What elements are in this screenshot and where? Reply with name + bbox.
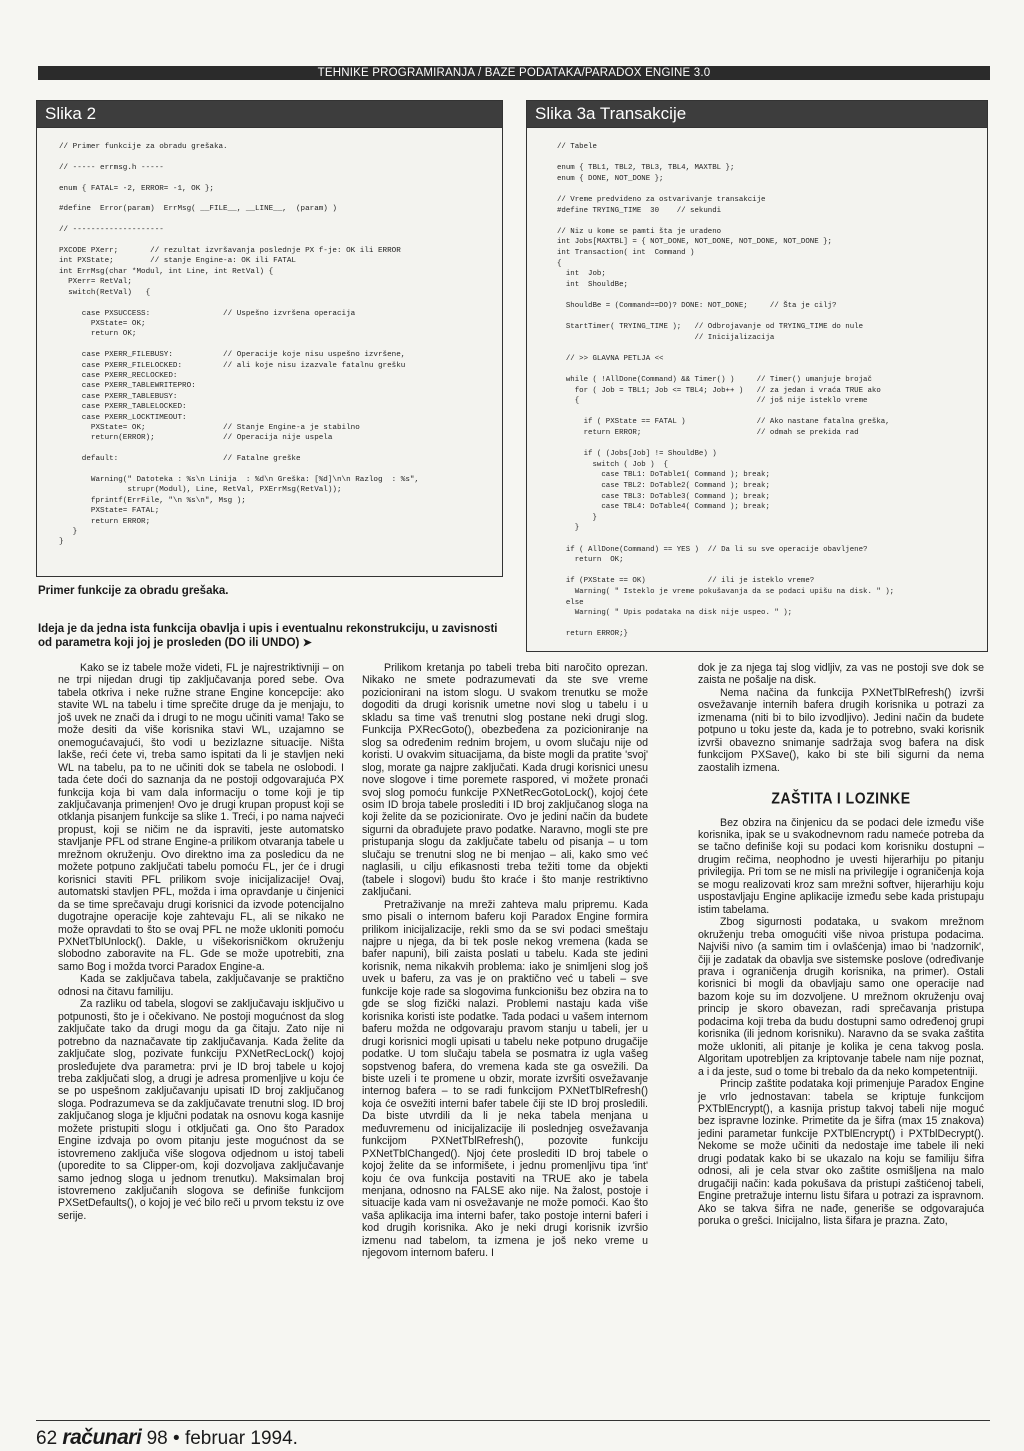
paragraph: Princip zaštite podataka koji primenjuje Paradox Engine je vrlo jednostavan: tabela se kriptuje funkcijom PXTblEncrypt(), a kasnija pristup takvoj tabeli nije moguć bez ispravne lozinke. Primetite da je šifra (max 15 znakova) jedini parametar funkcije PXTblEncrypt() i PXTblDecrypt(). Nekome se može učiniti da nedostaje ime tabele ili neki drugi podatak kako bi se ukazalo na koju se familiju šifra odnosi, ali je cela stvar oko zaštite osmišljena na malo drugačiji način: kada pokušava da pristupi zaštićenoj tabeli, Engine pretražuje internu listu šifara u potrazi za ispravnom. Ako se takva šifra ne nađe, generiše se odgovarajuća poruka o grešci. Inicijalno, lista šifara je prazna. Zato, (698, 1078, 984, 1228)
page-footer (36, 1426, 298, 1450)
figure-2-caption: Primer funkcije za obradu grešaka. (38, 585, 229, 597)
footer-rule (36, 1420, 990, 1421)
magazine-logo: računari (62, 1426, 142, 1449)
page-number: 62 (36, 1428, 58, 1449)
paragraph: Za razliku od tabela, slogovi se zaključavaju isključivo u potpunosti, što je i očekivano. Ne postoji mogućnost da slog zaključate tako da drugi mogu da ga čitaju. Zato nije ni potrebno da naznačavate tip zaključavanja. Kada želite da zaključate slog, pozivate funkciju PXNetRecLock() kojoj prosleđujete dva parametra: prvi je ID broj tabele u kojoj treba zaključati slog, a drugi je adresa promenljive u koju će se po uspešnom zaključavanju upisati ID broj zaključanog sloga. Podrazumeva se da zaključavate trenutni slog. ID broj zaključanog sloga je ključni podatak na osnovu koga kasnije možete pristupiti slogu i otključati ga. Ono što Paradox Engine izdvaja po ovom pitanju jeste mogućnost da se istovremeno zaključa više slogova odjednom u istoj tabeli (uporedite to sa Clipper-om, koji dozvoljava zaključavanje samo jednog sloga u jednom trenutku). Maksimalan broj istovremeno zaključanih slogova se definiše funkcijom PXSetDefaults(), o kojoj je već bilo reči u prvom tekstu iz ove serije. (58, 998, 344, 1222)
paragraph: dok je za njega taj slog vidljiv, za vas ne postoji sve dok se zaista ne pošalje na disk. (698, 662, 984, 687)
section-heading: ZAŠTITA I LOZINKE (771, 788, 911, 808)
figure-3a-title: Slika 3a Transakcije (527, 101, 987, 128)
section-header-title: TEHNIKE PROGRAMIRANJA / BAZE PODATAKA/PARADOX ENGINE 3.0 (317, 67, 711, 79)
section-header-bar (38, 66, 990, 80)
paragraph: Nema načina da funkcija PXNetTblRefresh() izvrši osvežavanje internih bafera drugih korisnika u potrazi za izmenama (niti bi to bilo izvodljivo). Jedini način da budete potpuno u toku jeste da, kada je to potrebno, svaki korisnik izvrši obavezno snimanje sadržaja svog bafera na disk funkcijom PXSave(), kako bi ste bili sigurni da nema zaostalih izmena. (698, 686, 984, 774)
figure-2-code: // Primer funkcije za obradu grešaka. // ----- errmsg.h ----- enum { FATAL= -2, ERROR= -1, OK }; #define Error(param) ErrMsg( __FILE__, __LINE__, (param) ) // -------------------- PXCODE PXerr; // rezultat izvršavanja poslednje PX f-je: OK ili ERROR int PXState; // stanje Engine-a: OK ili FATAL int ErrMsg(char *Modul, int Line, int RetVal) { PXerr= RetVal; switch(RetVal) { case PXSUCCESS: // Uspešno izvršena operacija PXState= OK; return OK; case PXERR_FILEBUSY: // Operacije koje nisu uspešno izvršene, case PXERR_FILELOCKED: // ali koje nisu izazvale fatalnu grešku case PXERR_RECLOCKED: case PXERR_TABLEWRITEPRO: case PXERR_TABLEBUSY: case PXERR_TABLELOCKED: case PXERR_LOCKTIMEOUT: PXState= OK; // Stanje Engine-a je stabilno return(ERROR); // Operacija nije uspela default: // Fatalne greške Warning(" Datoteka : %s\n Linija : %d\n Greška: [%d]\n\n Razlog : %s", strupr(Modul), Line, RetVal, PXErrMsg(RetVal)); fprintf(ErrFile, "\n %s\n", Msg ); PXState= FATAL; return ERROR; } } (59, 143, 420, 547)
paragraph: Bez obzira na činjenicu da se podaci dele između više korisnika, ipak se u svakodnevnom radu nameće potreba da se tačno definiše koji su podaci kom korisniku dostupni – drugim rečima, neophodno je uvesti hijerarhiju po pitanju privilegija. Pri tom se ne misli na privilegije i ograničenja koja se mogu realizovati kroz sam mrežni softver, hijerarhiju koju uspostavljaju Engine aplikacije između sebe kada pristupaju istim tabelama. (698, 816, 984, 916)
figure-2-box (36, 100, 503, 577)
figure-2-title: Slika 2 (37, 101, 502, 128)
paragraph: Kako se iz tabele može videti, FL je najrestriktivniji – on ne trpi nijedan drugi tip zaključavanja pored sebe. Ova tabela otkriva i neke ružne strane Engine koncepcije: ako stavite WL na tabelu i time sprečite druge da je menjaju, to još uvek ne znači da i drugi to ne mogu učiniti vama! Tako se može desiti da više korisnika stavi WL, uzajamno se onemogućavajući, što vodi u bezizlazne situacije. Ništa lakše, reći ćete vi, treba samo ispitati da li je stavljen neki WL na tabelu, pa to ne učiniti dok se tabela ne oslobodi. I tada ćete doći do saznanja da ne postoji odgovarajuća PX funkcija koja bi vam dala informaciju o tome koji je tip zaključavanja primenjen! Ovo je drugi krupan propust koji se otklanja pisanjem funkcije sa slike 1. Treći, i po nama najveći propust, koji se ničim ne da ispraviti, jeste automatsko stavljanje PFL od strane Engine-a prilikom otvaranja tabele u mrežnom okruženju. Ovo direktno ima za posledicu da ne možete potpuno zaključati tabelu pomoću FL, jer će i drugi korisnici staviti PFL prilikom svoje inicijalizacije! Ovaj, automatski stavljen PFL, možda i ima opravdanje u činjenici da se time sprečavaju drugi korisnici da izvode potencijalno dugotrajne operacije koje zahtevaju FL, ali se nikako ne može opravdati to što se ovaj PFL ne može ukloniti pomoću PXNetTblUnlock(). Dakle, u višekorisničkom okruženju slobodno zaboravite na FL. Gde se može upotrebiti, zna samo Bog i možda tvorci Paradox Engine-a. (58, 662, 344, 973)
article-column-3 (698, 662, 984, 1227)
arrow-right-icon: ➤ (302, 637, 312, 649)
issue-number: 98 (146, 1428, 168, 1449)
footer-bullet: • (173, 1428, 180, 1449)
figure-3a-caption-text: Ideja je da jedna ista funkcija obavlja i upis i eventualnu rekonstrukciju, u zavisnosti od parametra koji joj je prosleden (DO ili UNDO) (38, 623, 498, 649)
paragraph: Prilikom kretanja po tabeli treba biti naročito oprezan. Nikako ne smete podrazumevati da ste sve vreme pozicionirani na istom slogu. U svakom trenutku se može dogoditi da drugi korisnik umetne novi slog u tabelu i u skladu sa time vaš trenutni slog postane neki drugi slog. Funkcija PXRecGoto(), obezbeđena za pozicioniranje na slog sa određenim rednim brojem, u ovom slučaju nije od koristi. U ovakvim situacijama, da biste mogli da pratite 'svoj' slog, morate ga najpre zaključati. Kada drugi korisnici unesu nove slogove i time poremete raspored, vi možete pronaći svoj slog pomoću funkcije PXNetRecGotoLock(), kojoj ćete osim ID broja tabele proslediti i ID broj zaključanog sloga na koji želite da se pozicionirate. Ovo je jedini način da budete sigurni da obrađujete pravo podatke. Naravno, mogli ste pre pristupanja slogu da zaključate tabelu od pisanja – u tom slučaju se trenutni slog ne bi menjao – ali, kako smo već naglasili, u cilju efikasnosti treba težiti tome da objekti (tabele i slogovi) budu što kraće i što manje restriktivno zaključani. (362, 662, 648, 899)
paragraph: Kada se zaključava tabela, zaključavanje se praktično odnosi na čitavu familiju. (58, 973, 344, 998)
figure-3a-box (526, 100, 988, 652)
article-body (58, 662, 990, 1362)
issue-date: februar 1994. (184, 1428, 298, 1449)
article-column-2 (362, 662, 648, 1260)
paragraph: Pretraživanje na mreži zahteva malu pripremu. Kada smo pisali o internom baferu koji Paradox Engine formira prilikom inicijalizacije, rekli smo da se svi podaci smeštaju najpre u njega, da bi tek posle nekog vremena (kada se bafer napuni), bili zaista poslati u tabelu. Kada ste jedini korisnik, nema nikakvih problema: iako je snimljeni slog još uvek u baferu, za vas je on praktično već u tabeli – sve funkcije koje rade sa slogovima funkcionišu bez obzira na to gde se slog fizički nalazi. Problemi nastaju kada više korisnika koristi iste podatke. Tada podaci u vašem internom baferu možda ne odgovaraju pravom stanju u tabeli, jer u drugi korisnici mogli upisati u tabelu neke potpuno drugačije podatke. U tom slučaju tabela se posmatra iz ugla vašeg sopstvenog bafera, do vremena kada ste ga osvežili. Da biste uzeli i te promene u obzir, morate izvršiti osvežavanje internog bafera – to se radi funkcijom PXNetTblRefresh() koja će osvežiti interni bafer tabele čiji ste ID broj prosledili. Da biste utvrdili da li je neka tabela menjana u međuvremenu od inicijalizacije ili poslednjeg osvežavanja funkcijom PXNetTblRefresh(), pozovite funkciju PXNetTblChanged(). Njoj ćete proslediti ID broj tabele o kojoj želite da se informišete, i jednu promenljivu tipa 'int' koju će ova funkcija postaviti na TRUE ako je tabela menjana, odnosno na FALSE ako nije. Na žalost, postoje i situacije kada vam ni osvežavanje ne može pomoći. Kao što vaša aplikacija ima interni bafer, tako postoje interni baferi i kod drugih korisnika. Ako je neki drugi korisnik izvršio izmenu nad tabelom, ta izmena je još neko vreme u njegovom internom baferu. I (362, 898, 648, 1260)
article-column-1 (58, 662, 344, 1222)
paragraph: Zbog sigurnosti podataka, u svakom mrežnom okruženju treba omogućiti više nivoa pristupa podacima. Najviši nivo (a samim tim i ovlašćenja) imao bi 'nadzornik', čiji je zadatak da obavlja sve sistemske poslove (određivanje prava i ograničenja drugih korisnika, na primer). Ostali korisnici bi mogli da obavljaju samo one operacije nad bazom koje su im dozvoljene. U mrežnom okruženju ovaj princip je skoro obavezan, radi sprečavanja pristupa podacima koji treba da budu dostupni samo određenoj grupi korisnika (ili jednom korisniku). Naravno da se svaka zaštita može ukloniti, ali pitanje je kolika je cena takvog posla. Algoritam upotrebljen za kriptovanje tabele nam nije poznat, a i da jeste, sud o tome bi trebalo da da neko kompetentniji. (698, 916, 984, 1078)
figure-3a-code: // Tabele enum { TBL1, TBL2, TBL3, TBL4, MAXTBL }; enum { DONE, NOT_DONE }; // Vreme predvideno za ostvarivanje transakcije #define TRYING_TIME 30 // sekundi // Niz u kome se pamti šta je uradeno int Jobs[MAXTBL] = { NOT_DONE, NOT_DONE, NOT_DONE, NOT_DONE }; int Transaction( int Command ) { int Job; int ShouldBe; ShouldBe = (Command==DO)? DONE: NOT_DONE; // Šta je cilj? StartTimer( TRYING_TIME ); // Odbrojavanje od TRYING_TIME do nule // Inicijalizacija // >> GLAVNA PETLJA << while ( !AllDone(Command) && Timer() ) // Timer() umanjuje brojač for ( Job = TBL1; Job <= TBL4; Job++ ) // za jedan i vraća TRUE ako { // još nije isteklo vreme if ( PXState == FATAL ) // Ako nastane fatalna greška, return ERROR; // odmah se prekida rad if ( (Jobs[Job] != ShouldBe) ) switch ( Job ) { case TBL1: DoTable1( Command ); break; case TBL2: DoTable2( Command ); break; case TBL3: DoTable3( Command ); break; case TBL4: DoTable4( Command ); break; } } if ( AllDone(Command) == YES ) // Da li su sve operacije obavljene? return OK; if (PXState == OK) // ili je isteklo vreme? Warning( " Isteklo je vreme pokušavanja da se podaci upišu na disk. " ); else Warning( " Upis podataka na disk nije uspeo. " ); return ERROR;} (557, 143, 895, 639)
figure-3a-caption (38, 622, 508, 650)
